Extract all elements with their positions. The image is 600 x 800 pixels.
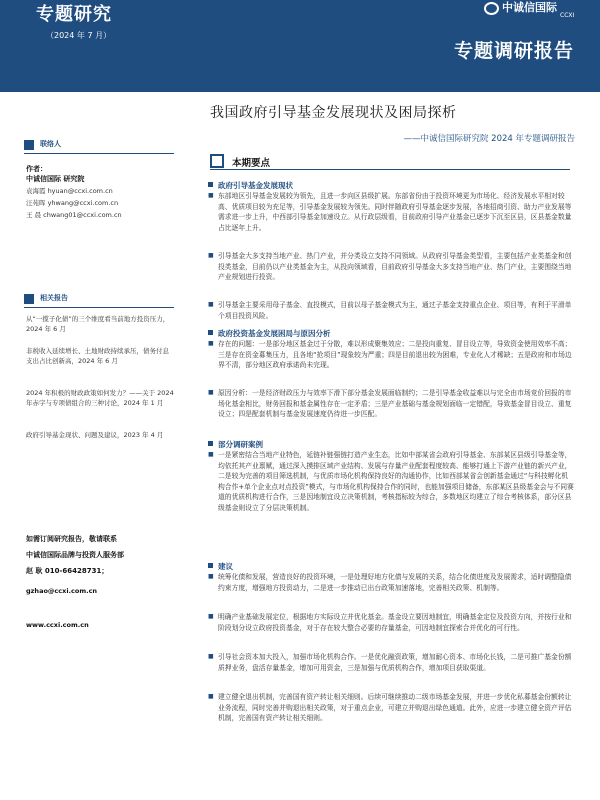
logo-text: 中诚信国际 [502,1,557,14]
related-report-2[interactable]: 非税收入延续增长、土地财政持续承压，债务付息支出占比创新高，2024 年 6 月 [26,347,169,365]
para-problems: ■ 存在的问题：一是部分地区基金过于分散，难以形成聚集效应；二是投向重复、冒目设立等，导致资金使用效率不高；三是存在资金募集压力，且各地“抢项目”现象较为严重；四是目前退出较为困难，专业化人才稀缺；五是政府和市场边界不清，部分地区政府承诺尚未完现。 [218,339,574,371]
author-2: 汪苑晖 yhwang@ccxi.com.cn [26,199,119,207]
contact-person: 赵 耿 010-66428731； [26,567,109,575]
key-points-header [210,154,570,170]
sidebar [0,92,190,800]
section-cases: 部分调研案例 [218,440,263,449]
main-content [200,92,585,800]
section-advice: 建议 [218,562,233,571]
author-org: 中诚信国际 研究院 [26,175,85,183]
section-status: 政府引导基金发展现状 [218,181,293,190]
key-points-label: 本期要点 [232,158,271,169]
subscribe-note: 如需订阅研究报告，敬请联系 [26,535,117,543]
para-cases: ■ 一是紧密结合当地产业特色，延链补链强链打造产业生态，比如中部某省会政府引导基金、东部某区县级引导基金等，均依托其产业禀赋，通过深入摸排区域产业结构、发展与存量产业配套程度较高、能够打通上下游产业链的新兴产业，二是较为完善的项目筛选机制，与优质市场化机构保持良好的沟通协作，比如西部某省会创新基金通过“与科技孵化机构合作+单个企业点对点投资”模式，与市场化机构保持合作的同时，也能加强项目储备，东部某区县级基金会与不同赛道的优质机构进行合作，三是因地制宜设立决策机制，考核指标较为综合，多数地区均建立了综合考核体系，部分区县级基金则设立了分层决策机制。 [218,450,574,513]
company-logo [484,0,580,22]
report-subtitle: ——中诚信国际研究院 2024 年专题调研报告 [403,134,575,144]
contact-email[interactable]: gzhao@ccxi.com.cn [26,587,98,595]
report-header [0,0,600,92]
related-report-3[interactable]: 2024 年积极的财政政策如何发力？——关于 2024 年赤字与专项债组合的三种讨论，2024 年 1 月 [26,389,174,407]
para-mode: ■ 引导基金主要采用母子基金、直投模式，目前以母子基金模式为主，通过子基金支持重点企业、项目等，有利于平滑单个项目投资风险。 [218,300,574,321]
logo-subtext: CCXI [560,12,575,19]
related-report-4[interactable]: 政府引导基金现状、问题及建议，2023 年 4 月 [26,431,164,439]
para-industry: ■ 引导基金大多支持当地产业、热门产业，并分类设立支持不同领域。从政府引导基金类型看，主要包括产业类基金和创投类基金，目前仍以产业类基金为主，从投向领域看，目前政府引导基金大多支持当地产业、热门产业，主要围绕当地产业规划进行投资。 [218,251,574,283]
para-advice-1: ■ 统筹化债和发展，营造良好的投资环境，一是处理好地方化债与发展的关系，结合化债进度及发展需求，适时调整隐债约束方度，增强地方投资动力，二是进一步推动已出台政策加速落地，完善相关政策、机制等。 [218,572,574,593]
related-icon [24,294,34,304]
author-1: 袁海霞 hyuan@ccxi.com.cn [26,187,113,195]
contact-label: 联络人 [40,140,61,148]
report-title: 我国政府引导基金发展现状及困局探析 [210,105,457,121]
related-label: 相关报告 [40,294,68,302]
logo-icon [484,2,499,15]
para-advice-2: ■ 明确产业基础发展定位，根据地方实际设立并优化基金。基金设立要因地制宜，明确基金定位及投资方向，并按行业和阶段划分设立政府投资基金，对于存在较大整合必要的存量基金，可因地制宜探索合并优化的可行性。 [218,612,574,633]
related-report-1[interactable]: 从“一揽子化债”的三个维度看当前地方投资压力，2024 年 6 月 [26,315,170,333]
author-label: 作者： [26,165,47,173]
para-causes: ■ 原因分析：一是经济财政压力与效率下滑下部分基金发展面临制约；二是引导基金收益难以与完全由市场竞价回报的市场化基金相比，财务回报和基金属性存在一定矛盾；三是产业基础与基金规划面临一定错配，导致基金冒目设立、重复设立；四是配套机制与基金发展速度仍待进一步匹配。 [218,388,574,420]
contact-section-header [24,138,174,154]
report-date: （2024 年 7 月） [46,31,112,40]
dept-name: 中诚信国际品牌与投资人服务部 [26,551,124,559]
author-3: 王 晨 chwang01@ccxi.com.cn [26,211,122,219]
section-issues: 政府投资基金发展困局与原因分析 [218,329,331,338]
report-type: 专题调研报告 [453,40,574,62]
contact-icon [24,140,34,150]
key-points-icon [210,154,224,168]
related-section-header [24,292,174,308]
para-advice-4: ■ 建立健全退出机制，完善国有资产转让相关细则。后续可继续推动二级市场基金发展，并进一步优化私募基金份额转让业务流程，同时完善并购退出相关政策，对于重点企业，可建立并购退出绿色通道。此外，应进一步建立健全资产评估机制，完善国有资产转让相关细则。 [218,692,574,724]
para-regional: ■ 东部地区引导基金发展较为领先，且进一步向区县级扩展。东部省份由于投资环境更为市场化、经济发展水平相对较高、优质项目较为充足等，引导基金发展较为领先。同时伴随政府引导基金逐步发展，各地招商引资、助力产业发展等需求进一步上升，中西部引导基金加速设立。从行政层级看，目前政府引导产业基金已逐步下沉至区县，区县基金数量占比逐年上升。 [218,191,574,233]
series-title: 专题研究 [36,4,112,25]
website-link[interactable]: www.ccxi.com.cn [26,621,89,629]
para-advice-3: ■ 引导社会资本加大投入，加强市场化机构合作。一是优化融资政策，增加耐心资本、市场化长钱，二是可推广基金份额质押业务，盘活存量基金，增加可用资金，三是加强与优质机构合作，增加项目获取渠道。 [218,652,574,673]
